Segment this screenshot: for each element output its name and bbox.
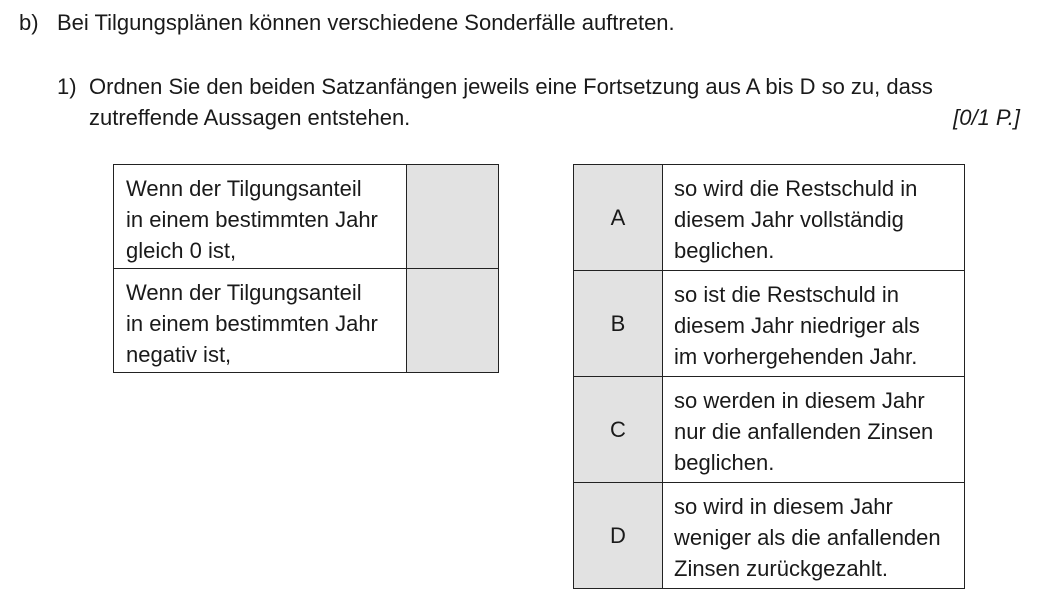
task-instruction-line-1: Ordnen Sie den beiden Satzanfängen jeweils eine Fortsetzung aus A bis D so zu, dass	[89, 74, 933, 99]
beginning-1-line-3: gleich 0 ist,	[126, 238, 237, 263]
continuation-options-table	[573, 164, 965, 589]
option-letter-a: A	[574, 165, 663, 271]
option-row-b	[574, 271, 965, 377]
option-a-line-3: beglichen.	[674, 238, 775, 263]
option-c-line-2: nur die anfallenden Zinsen	[674, 419, 934, 444]
sentence-beginnings-table	[113, 164, 499, 373]
answer-box-1[interactable]	[406, 165, 498, 269]
beginning-row-1	[114, 165, 499, 269]
option-b-line-1: so ist die Restschuld in	[674, 282, 899, 307]
task-instruction-line-2: zutreffende Aussagen entstehen.	[89, 105, 411, 130]
beginning-1-line-2: in einem bestimmten Jahr	[126, 207, 378, 232]
beginning-2-line-2: in einem bestimmten Jahr	[126, 311, 378, 336]
points-label: [0/1 P.]	[953, 105, 1020, 130]
option-d-line-1: so wird in diesem Jahr	[674, 494, 893, 519]
option-letter-b: B	[574, 271, 663, 377]
part-intro-text: Bei Tilgungsplänen können verschiedene Sonderfälle auftreten.	[57, 10, 675, 35]
option-c-line-3: beglichen.	[674, 450, 775, 475]
option-d-line-2: weniger als die anfallenden	[674, 525, 941, 550]
option-text-cell	[663, 271, 965, 377]
beginning-2-line-3: negativ ist,	[126, 342, 232, 367]
beginning-1-line-1: Wenn der Tilgungsanteil	[126, 176, 362, 201]
option-row-a	[574, 165, 965, 271]
option-row-c	[574, 377, 965, 483]
option-letter-c: C	[574, 377, 663, 483]
option-b-line-2: diesem Jahr niedriger als	[674, 313, 920, 338]
task-number: 1)	[57, 74, 77, 99]
option-c-line-1: so werden in diesem Jahr	[674, 388, 925, 413]
beginning-2-line-1: Wenn der Tilgungsanteil	[126, 280, 362, 305]
beginning-text-cell	[114, 269, 407, 373]
option-text-cell	[663, 483, 965, 589]
option-text-cell	[663, 377, 965, 483]
option-a-line-2: diesem Jahr vollständig	[674, 207, 904, 232]
option-b-line-3: im vorhergehenden Jahr.	[674, 344, 918, 369]
answer-box-2[interactable]	[406, 269, 498, 373]
option-letter-d: D	[574, 483, 663, 589]
option-a-line-1: so wird die Restschuld in	[674, 176, 918, 201]
option-d-line-3: Zinsen zurückgezahlt.	[674, 556, 888, 581]
option-row-d	[574, 483, 965, 589]
beginning-text-cell	[114, 165, 407, 269]
option-text-cell	[663, 165, 965, 271]
beginning-row-2	[114, 269, 499, 373]
part-label: b)	[19, 10, 39, 35]
